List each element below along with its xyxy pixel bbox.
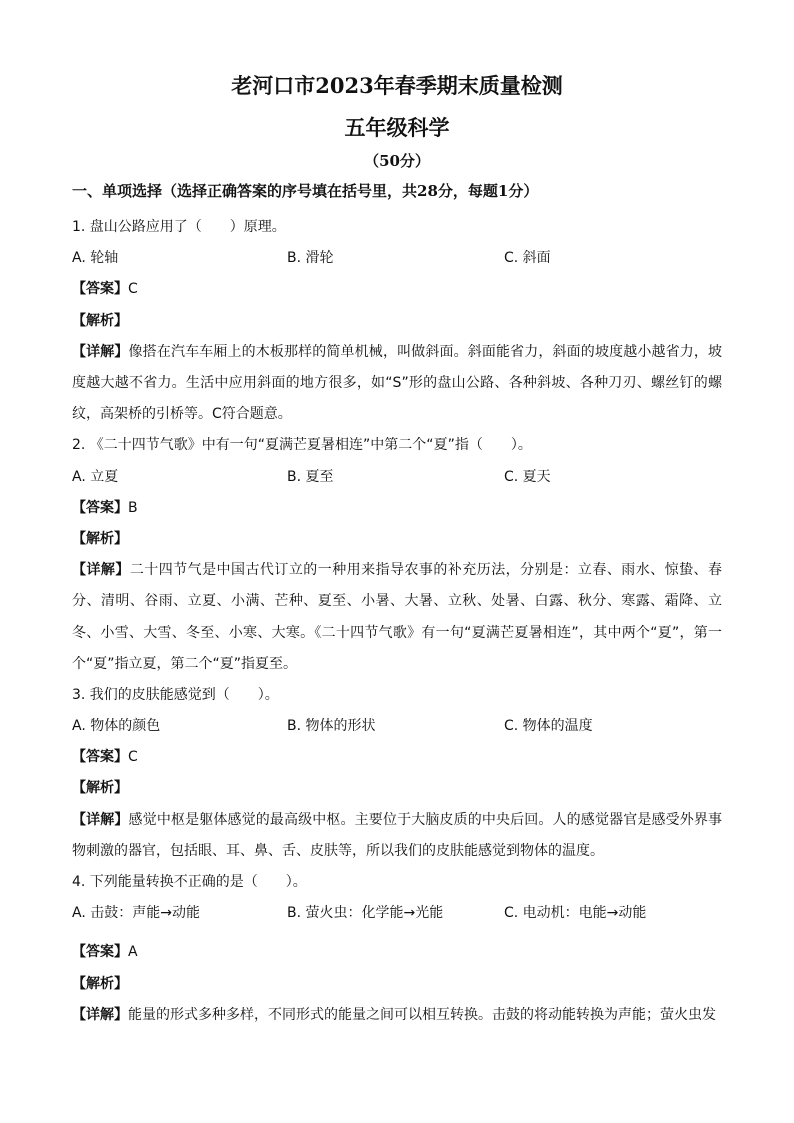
- analysis-label: 【解析】: [72, 312, 128, 329]
- question-3: [72, 680, 722, 867]
- answer-value: A: [128, 944, 138, 961]
- explanation: [72, 805, 722, 867]
- explanation-text: 二十四节气是中国古代订立的一种用来指导农事的补充历法，分别是：立春、雨水、惊蛰、春分、清明、谷雨、立夏、小满、芒种、夏至、小暑、大暑、立秋、处暑、白露、秋分、寒露、霜降、立冬、小雪、大雪、冬至、小寒、大寒。《二十四节气歌》有一句“夏满芒夏暑相连”，其中两个“夏”，第一个“夏”指立夏，第二个“夏”指夏至。: [72, 562, 723, 672]
- explanation-text: 像搭在汽车车厢上的木板那样的简单机械，叫做斜面。斜面能省力，斜面的坡度越小越省力，坡度越大越不省力。生活中应用斜面的地方很多，如“S”形的盘山公路、各种斜坡、各种刀刃、螺丝钉的螺纹，高架桥的引桥等。C符合题意。: [72, 343, 723, 423]
- answer-label: 【答案】: [72, 944, 128, 961]
- question-options: [72, 711, 722, 742]
- page-title: 老河口市2023年春季期末质量检测: [231, 73, 563, 98]
- answer-value: C: [128, 281, 138, 298]
- answer-label: 【答案】: [72, 749, 128, 766]
- explanation: [72, 1000, 722, 1031]
- analysis-label: 【解析】: [72, 530, 128, 547]
- question-2: [72, 430, 722, 680]
- question-1: [72, 212, 722, 430]
- option-a: A. 轮轴: [72, 250, 119, 267]
- answer-line: [72, 274, 722, 305]
- detail-label: 【详解】: [72, 343, 129, 360]
- explanation-text: 能量的形式多种多样，不同形式的能量之间可以相互转换。击鼓的将动能转换为声能；萤火虫发: [128, 1006, 716, 1023]
- answer-value: B: [128, 499, 138, 516]
- explanation: [72, 555, 722, 680]
- explanation-text: 感觉中枢是躯体感觉的最高级中枢。主要位于大脑皮质的中央后回。人的感觉器官是感受外界事物刺激的器官，包括眼、耳、鼻、舌、皮肤等，所以我们的皮肤能感觉到物体的温度。: [72, 811, 723, 859]
- question-options: [72, 898, 722, 929]
- answer-value: C: [128, 749, 138, 766]
- spacer: [72, 929, 722, 937]
- detail-label: 【详解】: [72, 1006, 128, 1023]
- option-c: C. 斜面: [504, 250, 551, 267]
- question-stem: 2. 《二十四节气歌》中有一句“夏满芒夏暑相连”中第二个“夏”指（ ）。: [72, 437, 532, 454]
- explanation: [72, 337, 722, 431]
- analysis-label: 【解析】: [72, 975, 128, 992]
- section-heading: 一、单项选择（选择正确答案的序号填在括号里，共28分，每题1分）: [72, 182, 539, 200]
- option-b: B. 滑轮: [287, 250, 334, 267]
- question-options: [72, 243, 722, 274]
- question-stem: 3. 我们的皮肤能感觉到（ ）。: [72, 686, 279, 703]
- option-a: A. 物体的颜色: [72, 718, 161, 735]
- question-4: [72, 867, 722, 1031]
- option-b: B. 夏至: [287, 468, 334, 485]
- option-a: A. 立夏: [72, 468, 119, 485]
- detail-label: 【详解】: [72, 562, 130, 579]
- option-c: C. 物体的温度: [504, 718, 593, 735]
- answer-line: [72, 493, 722, 524]
- question-options: [72, 462, 722, 493]
- answer-line: [72, 742, 722, 773]
- question-stem: 4. 下列能量转换不正确的是（ ）。: [72, 874, 307, 891]
- option-c: C. 电动机：电能→动能: [504, 905, 647, 922]
- option-b: B. 萤火虫：化学能→光能: [287, 905, 444, 922]
- question-list: [72, 212, 722, 1031]
- option-b: B. 物体的形状: [287, 718, 376, 735]
- answer-label: 【答案】: [72, 499, 128, 516]
- answer-label: 【答案】: [72, 281, 128, 298]
- option-c: C. 夏天: [504, 468, 551, 485]
- detail-label: 【详解】: [72, 811, 129, 828]
- analysis-label: 【解析】: [72, 780, 128, 797]
- answer-line: [72, 937, 722, 968]
- question-stem: 1. 盘山公路应用了（ ）原理。: [72, 219, 286, 235]
- option-a: A. 击鼓：声能→动能: [72, 905, 200, 922]
- page-subtitle: 五年级科学: [344, 115, 450, 140]
- total-score: （50分）: [364, 152, 430, 170]
